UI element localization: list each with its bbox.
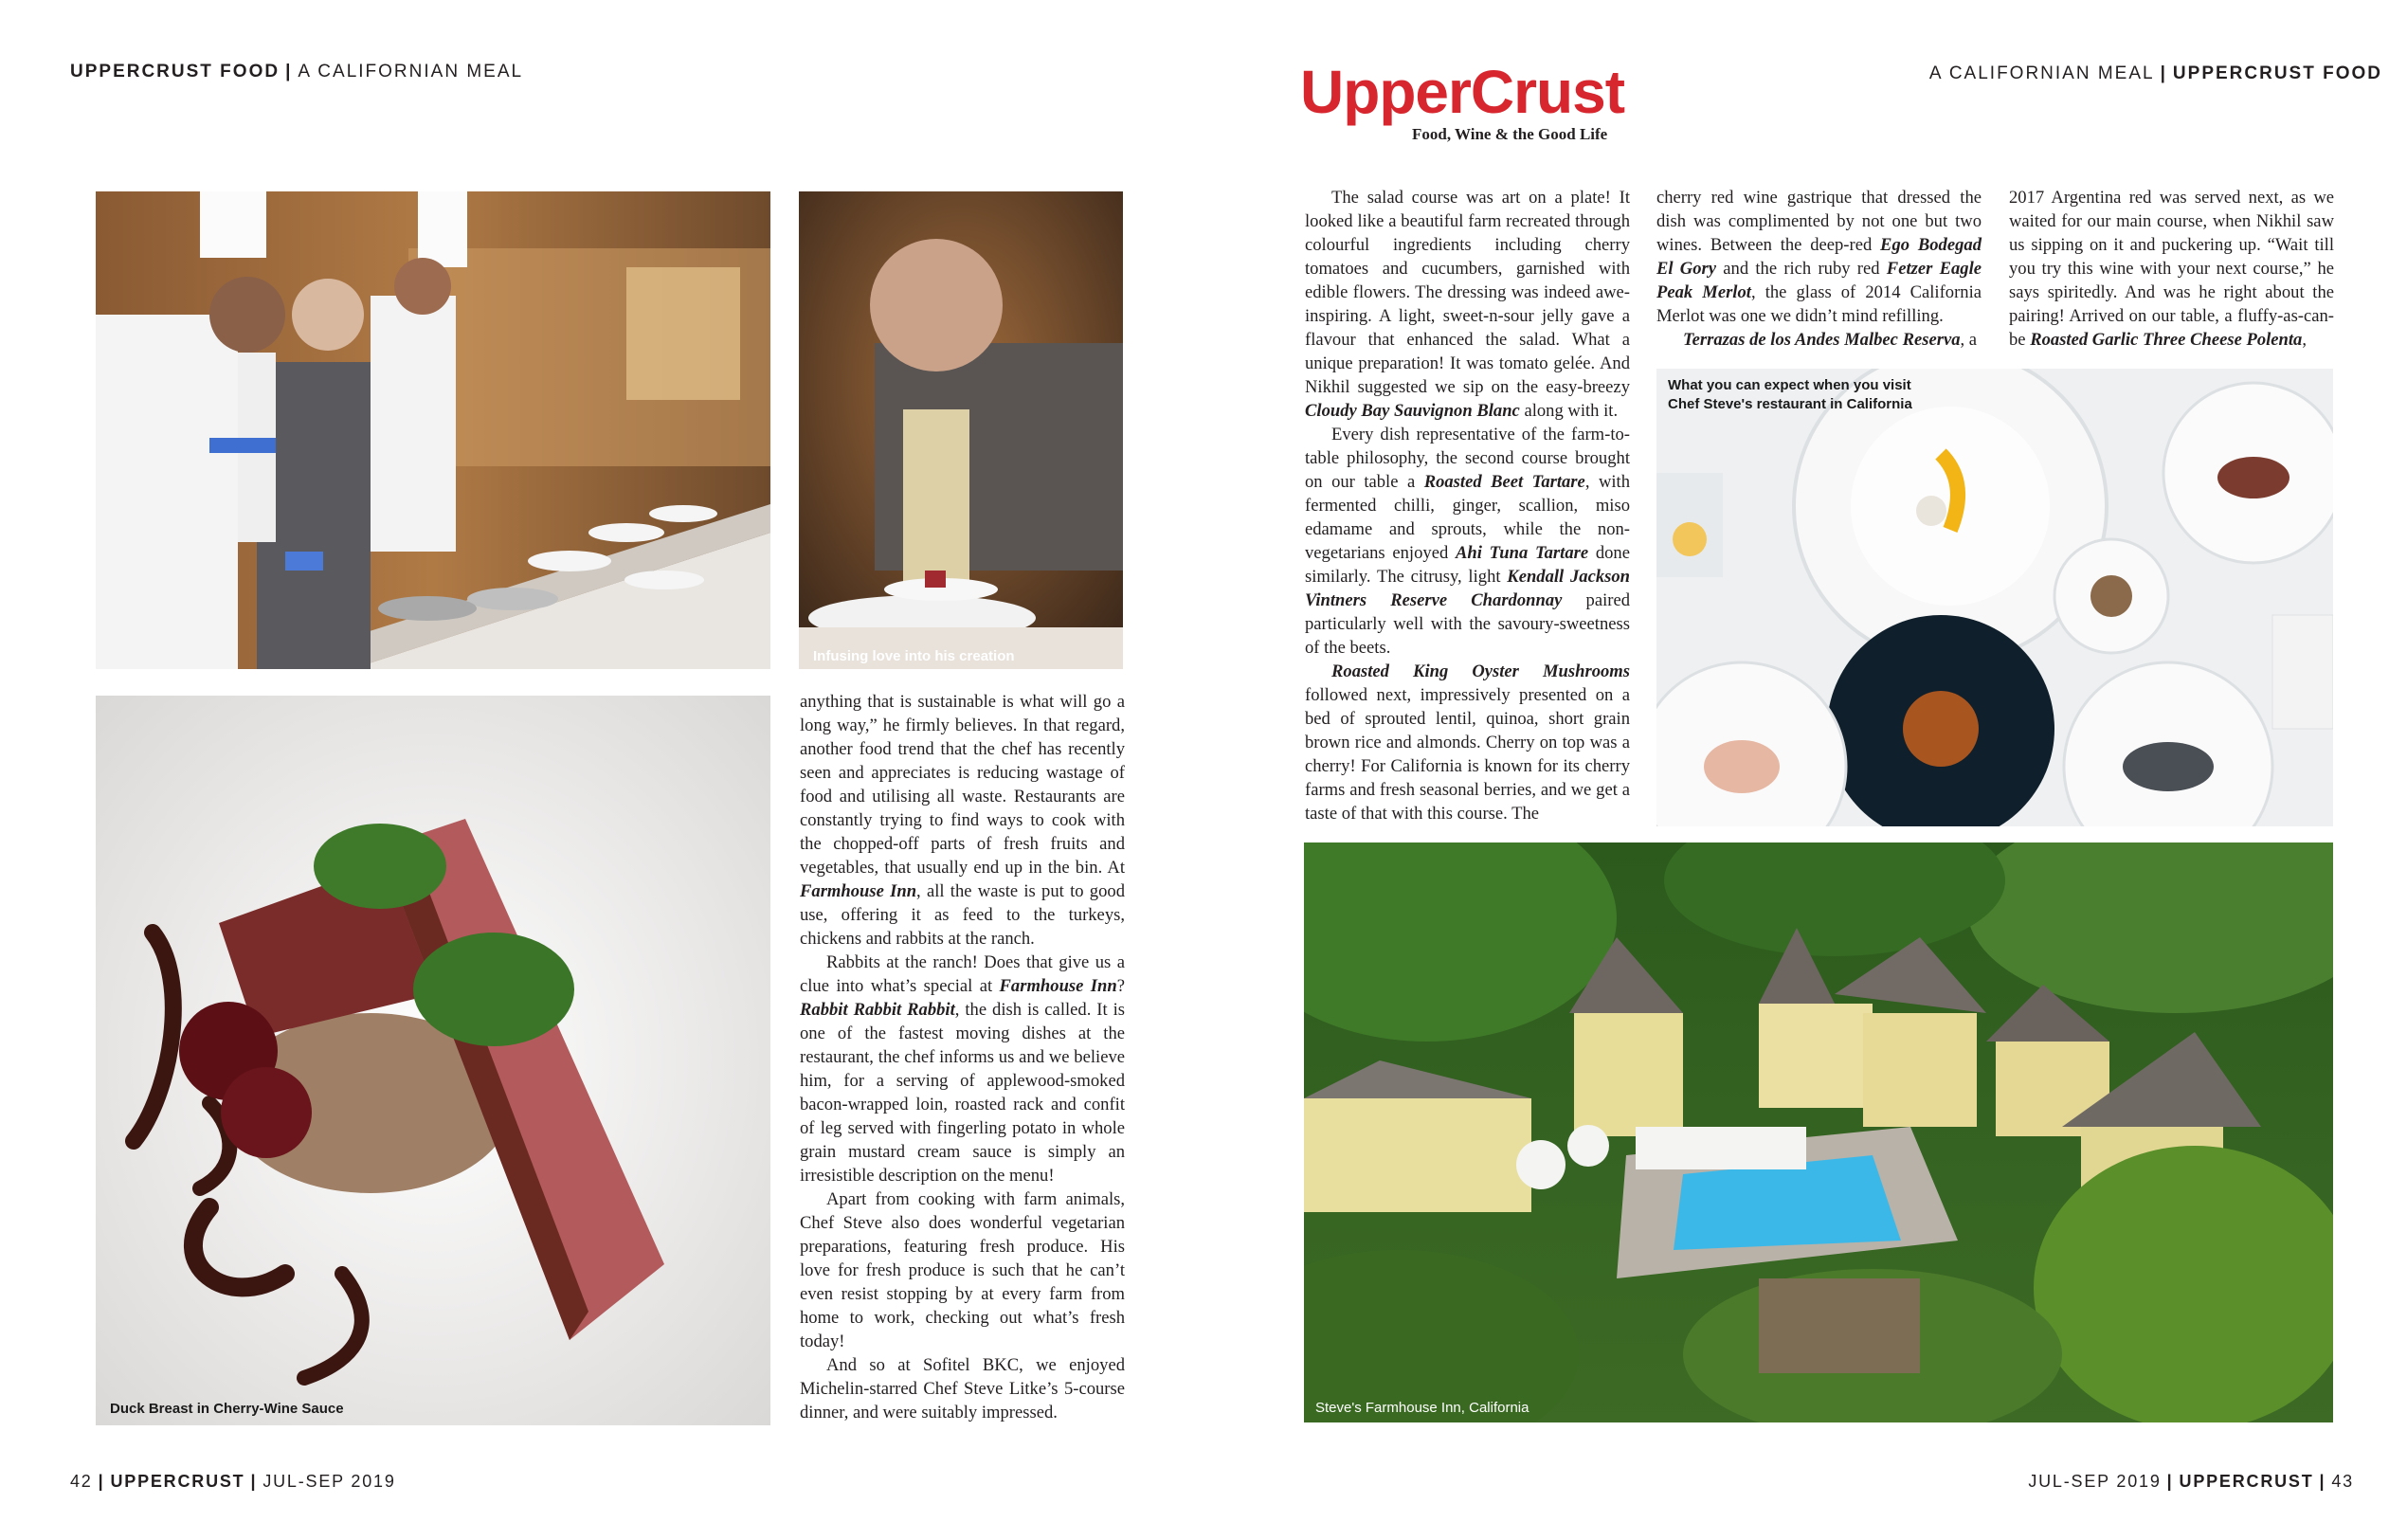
running-head-section: A CALIFORNIAN MEAL [1928,63,2155,83]
duck-breast-photo [96,696,770,1425]
chef-plating-photo [799,191,1123,669]
left-col-paragraph-2: Rabbits at the ranch! Does that give us a clue into what’s special at Farmhouse Inn? Rabbit Rabbit Rabbit, the dish is called. It is one of the fastest moving dishes at the restaurant, the chef informs us and we believe him, for a serving of applewood-smoked bacon-wrapped loin, roasted rack and confit of leg served with fingerling potato in whole grain mustard cream sauce is simply an irresistible description on the menu! [800,952,1125,1186]
logo-tagline: Food, Wine & the Good Life [1412,125,1608,143]
plates-overhead-photo [1656,369,2333,826]
col2-paragraph-1: cherry red wine gastrique that dressed the dish was complimented by not one but two wines. Between the deep-red Ego Bodegad El Gory and the rich ruby red Fetzer Eagle Peak Merlot, the glass of 2014 California Merlot was one we didn’t mind refilling. [1656,188,1982,326]
col1-paragraph-1: The salad course was art on a plate! It looked like a beautiful farm recreated through colourful ingredients including cherry tomatoes and cucumbers, garnished with edible flowers. The dressing was indeed awe-inspiring. A light, sweet-n-sour jelly gave a flavour that enhanced the salad. What a unique preparation! It was tomato gelée. And Nikhil suggested we sip on the easy-breezy Cloudy Bay Sauvignon Blanc along with it. [1305,188,1630,421]
left-col-paragraph-4: And so at Sofitel BKC, we enjoyed Michelin-starred Chef Steve Litke’s 5-course dinner, and were suitably impressed. [800,1355,1125,1422]
running-head-left: UPPERCRUST FOOD | A CALIFORNIAN MEAL [70,62,524,82]
duck-breast-caption: Duck Breast in Cherry-Wine Sauce [110,1401,344,1417]
running-head-right: A CALIFORNIAN MEAL | UPPERCRUST FOOD [1928,63,2382,83]
plates-caption: What you can expect when you visit Chef Steve's restaurant in California [1668,377,1912,412]
right-page-column-1 [1305,186,1630,825]
left-page-column [800,690,1125,1424]
right-page-column-3 [2009,186,2334,352]
farmhouse-caption: Steve's Farmhouse Inn, California [1315,1400,1529,1416]
running-head-brand: UPPERCRUST FOOD [2172,63,2382,83]
chef-plating-caption: Infusing love into his creation [813,648,1015,664]
left-col-paragraph-3: Apart from cooking with farm animals, Chef Steve also does wonderful vegetarian preparations, featuring fresh produce. His love for fresh produce is such that he can’t even resist stopping by at every farm from home to work, checking out what’s fresh today! [800,1189,1125,1351]
folio-left: 42 | UPPERCRUST | JUL-SEP 2019 [70,1472,396,1491]
uppercrust-logo: UpperCrust [1300,58,1625,126]
running-head-section: A CALIFORNIAN MEAL [298,62,524,82]
farmhouse-inn-photo [1304,842,2333,1422]
col1-paragraph-2: Every dish representative of the farm-to-table philosophy, the second course brought on our table a Roasted Beet Tartare, with fermented chilli, ginger, scallion, miso edamame and sprouts, while the non-vegetarians enjoyed Ahi Tuna Tartare done similarly. The citrusy, light Kendall Jackson Vintners Reserve Chardonnay paired particularly well with the savoury-sweetness of the beets. [1305,425,1630,658]
left-col-paragraph-1: anything that is sustainable is what will go a long way,” he firmly believes. In that regard, another food trend that the chef has recently seen and appreciates is reducing wastage of food and utilising all waste. Restaurants are constantly trying to find ways to cook with the chopped-off parts of fresh fruits and vegetables, that usually end up in the bin. At Farmhouse Inn, all the waste is put to good use, offering it as feed to the turkeys, chickens and rabbits at the ranch. [800,692,1125,949]
col3-paragraph-1: 2017 Argentina red was served next, as we waited for our main course, when Nikhil saw us sipping on it and puckering up. “Wait till you try this wine with your next course,” he says spiritedly. And was he right about the pairing! Arrived on our table, a fluffy-as-can-be Roasted Garlic Three Cheese Polenta, [2009,188,2334,350]
running-head-brand: UPPERCRUST FOOD [70,62,281,82]
right-page-column-2 [1656,186,1982,352]
col1-paragraph-3: Roasted King Oyster Mushrooms followed next, impressively presented on a bed of sprouted lentil, quinoa, short grain brown rice and almonds. Cherry on top was a cherry! For California is known for its cherry farms and fresh seasonal berries, and we get a taste of that with this course. The [1305,661,1630,824]
col2-paragraph-2: Terrazas de los Andes Malbec Reserva, a [1683,330,1978,350]
folio-right: JUL-SEP 2019 | UPPERCRUST | 43 [2028,1472,2354,1491]
chefs-kitchen-photo [96,191,770,669]
